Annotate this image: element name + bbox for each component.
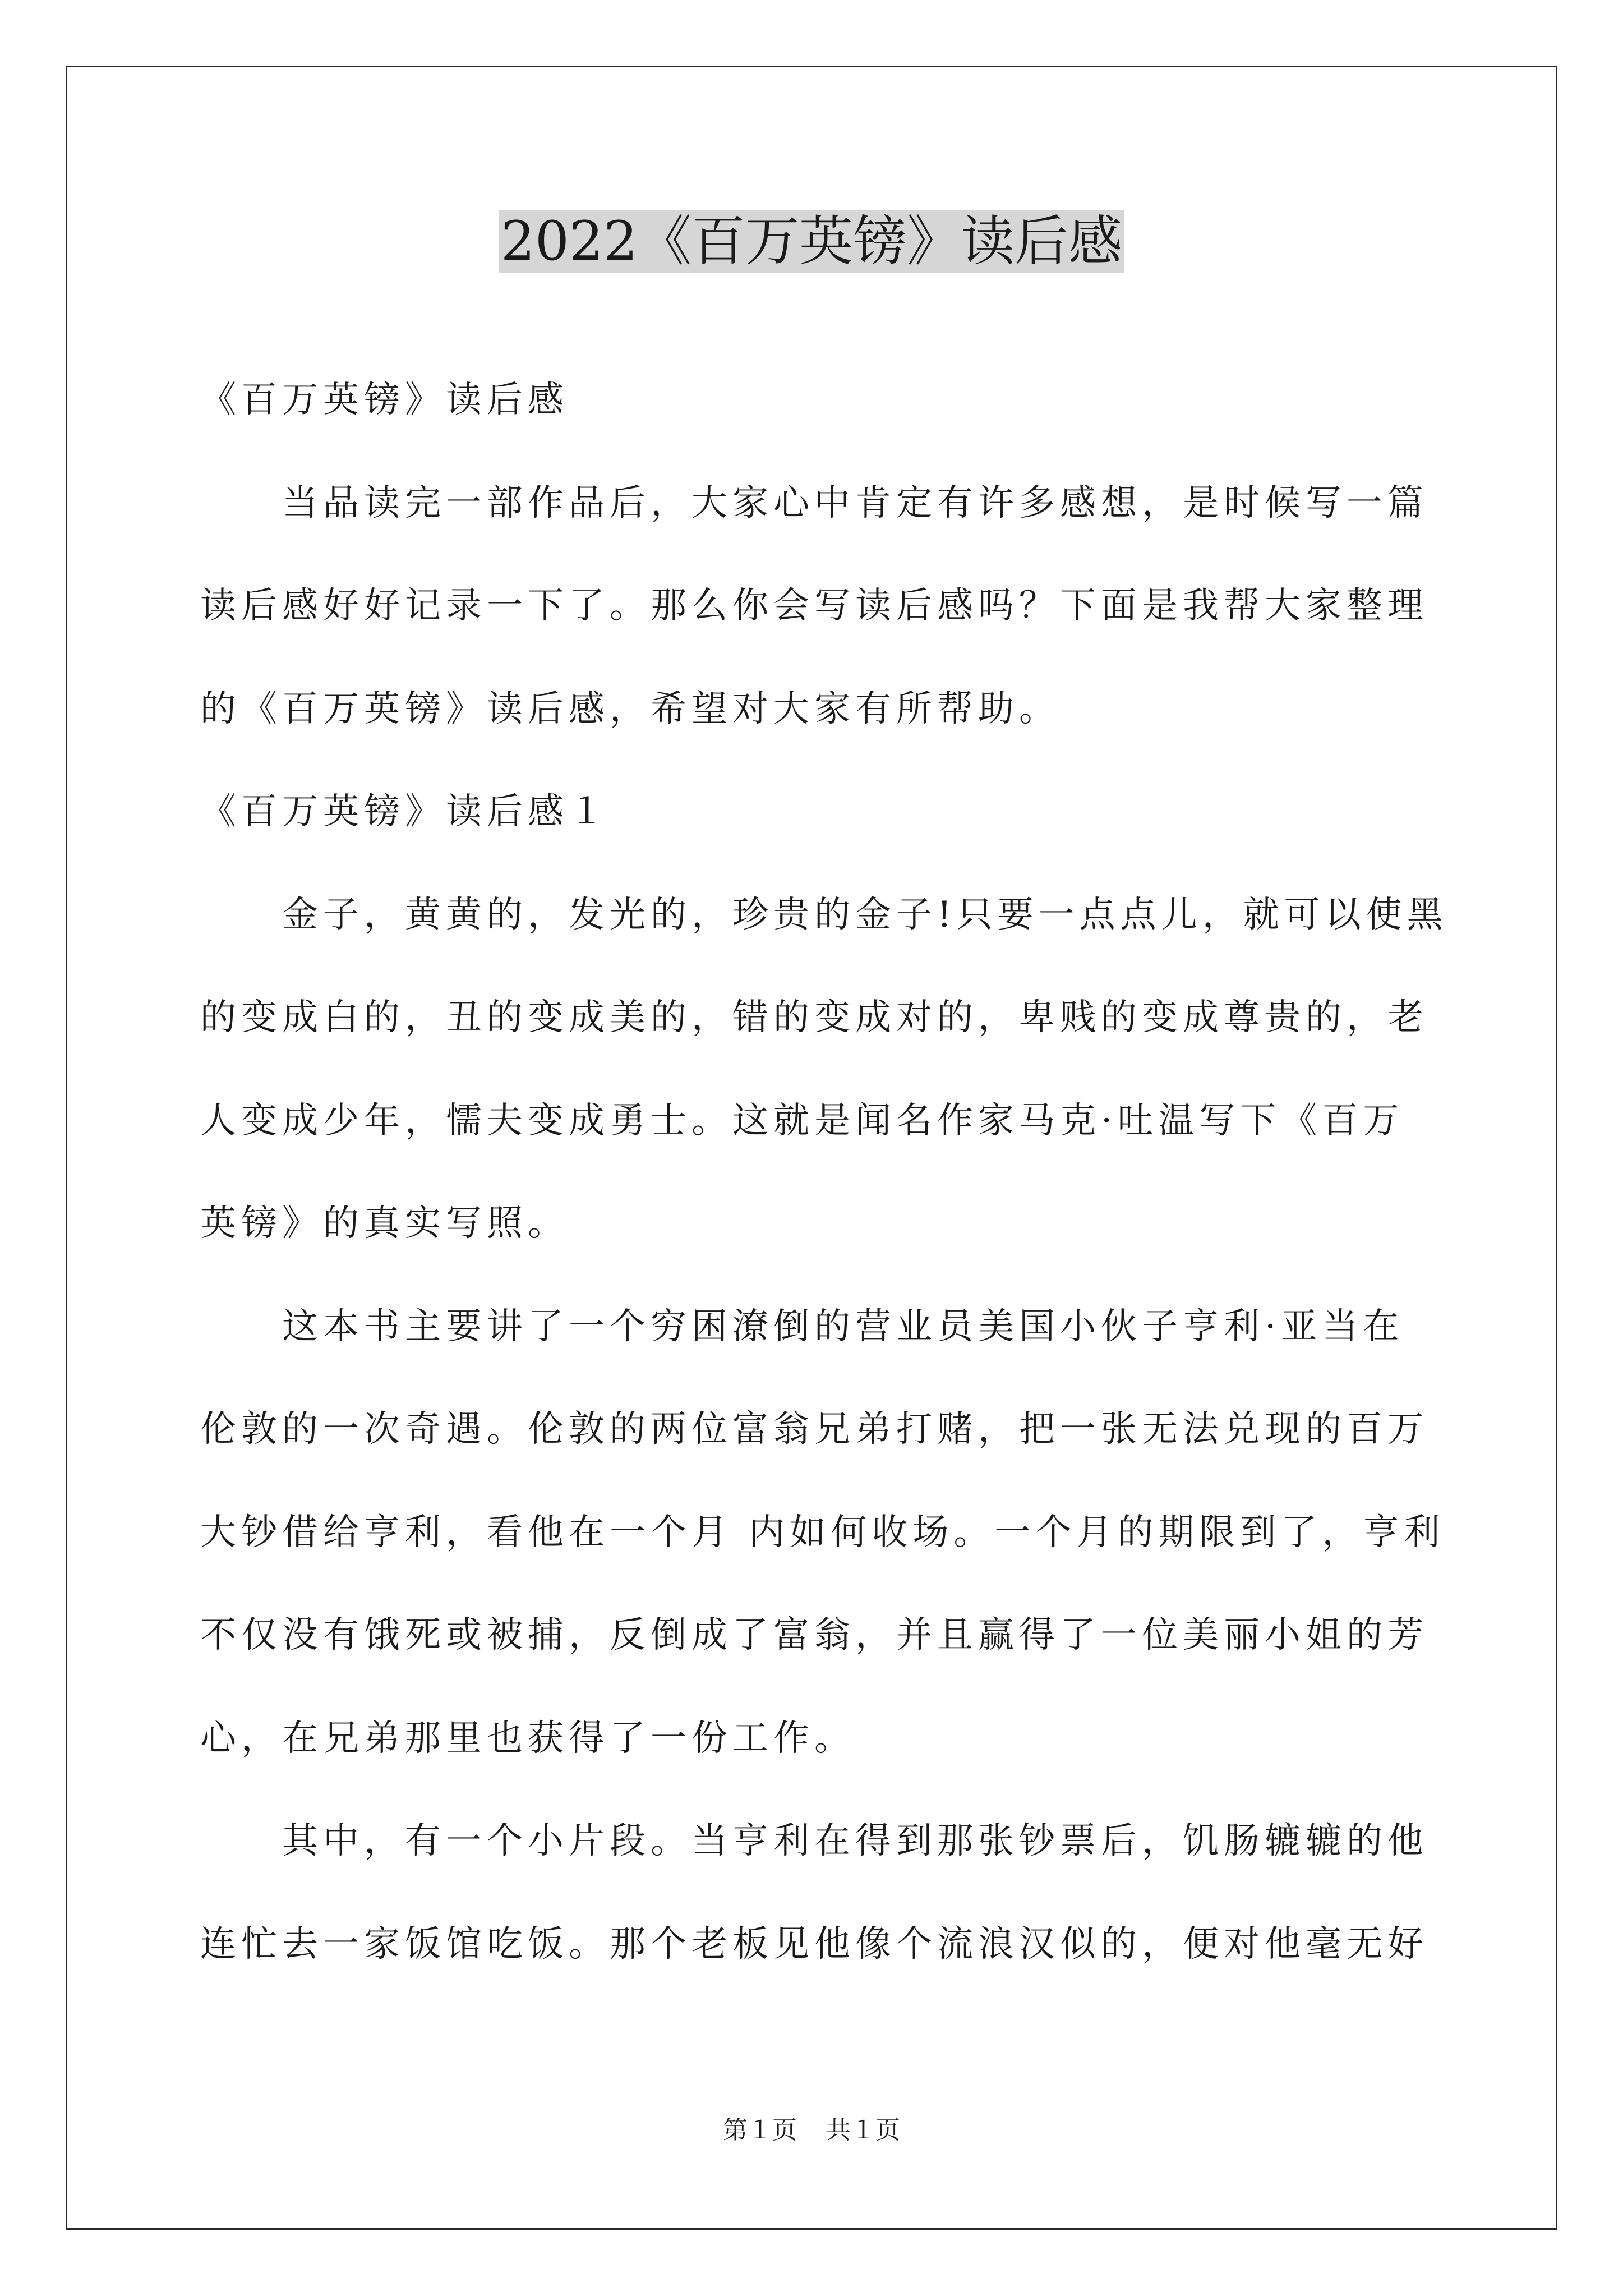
text-line: 不仅没有饿死或被捕，反倒成了富翁，并且赢得了一位美丽小姐的芳 [200,1614,1428,1656]
text-line: 心，在兄弟那里也获得了一份工作。 [200,1717,855,1759]
text-line: 伦敦的一次奇遇。伦敦的两位富翁兄弟打赌，把一张无法兑现的百万 [200,1409,1428,1450]
text-line: 人变成少年，懦夫变成勇士。这就是闻名作家马克·吐温写下《百万 [200,1099,1404,1142]
text-line: 读后感好好记录一下了。那么你会写读后感吗？下面是我帮大家整理 [200,585,1428,627]
text-line: 连忙去一家饭馆吃饭。那个老板见他像个流浪汉似的，便对他毫无好 [200,1923,1428,1965]
text-line: 的变成白的，丑的变成美的，错的变成对的，卑贱的变成尊贵的，老 [200,997,1428,1038]
document-body [200,349,1448,1996]
page-footer [0,2114,1623,2147]
page-number: 第１页 [723,2116,797,2145]
page-total: 共１页 [826,2116,900,2145]
document-title [0,208,1623,275]
section-heading: 《百万英镑》读后感１ [200,791,610,832]
text-line: 大钞借给亨利，看他在一个月 内如何收场。一个月的期限到了，亨利 [200,1511,1445,1553]
text-line: 当品读完一部作品后，大家心中肯定有许多感想，是时候写一篇 [282,482,1428,524]
text-line: 英镑》的真实写照。 [200,1203,569,1244]
text-line: 的《百万英镑》读后感，希望对大家有所帮助。 [200,688,1060,730]
text-line: 其中，有一个小片段。当亨利在得到那张钞票后，饥肠辘辘的他 [282,1820,1428,1862]
document-title-text: 2022《百万英镑》读后感 [499,210,1124,273]
doc-subheading: 《百万英镑》读后感 [200,379,569,421]
text-line: 这本书主要讲了一个穷困潦倒的营业员美国小伙子亨利·亚当在 [282,1305,1404,1347]
text-line: 金子，黄黄的，发光的，珍贵的金子!只要一点点儿，就可以使黑 [282,894,1448,936]
